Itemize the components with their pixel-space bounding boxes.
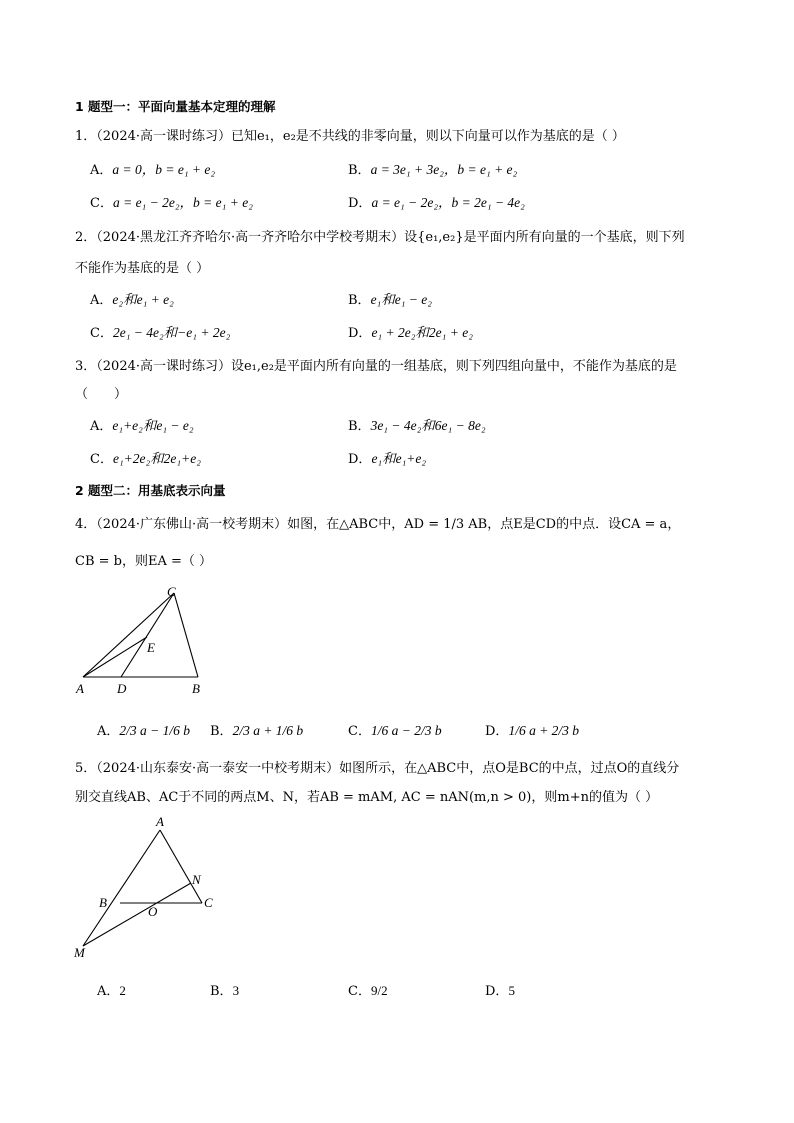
- question-3-option-a[interactable]: [90, 417, 194, 436]
- segment-bc: [174, 593, 198, 677]
- question-4-option-d[interactable]: [485, 722, 579, 741]
- option-label: B．: [210, 984, 233, 999]
- option-label: B．: [348, 293, 371, 308]
- option-text: a = 3e₁ + 3e₂，b = e₁ + e₂: [370, 162, 518, 177]
- option-label: C．: [90, 326, 113, 341]
- question-2-option-a[interactable]: [90, 291, 174, 310]
- label-n: N: [192, 872, 201, 887]
- question-3-option-c[interactable]: [90, 450, 201, 469]
- question-5-option-d[interactable]: [485, 982, 515, 1001]
- label-b: B: [99, 895, 107, 910]
- option-text: a = e₁ − 2e₂，b = e₁ + e₂: [112, 195, 253, 210]
- line-ab-extended: [83, 830, 160, 946]
- triangle-abc-line-mn-figure: [68, 812, 228, 964]
- question-2-option-c[interactable]: [90, 324, 230, 343]
- option-text: a = e₁ − 2e₂，b = 2e₁ − 4e₂: [371, 195, 525, 210]
- option-text: 5: [508, 983, 515, 998]
- section-heading-2: 2 题型二：用基底表示向量: [75, 483, 226, 498]
- question-1-option-a[interactable]: [90, 161, 215, 180]
- question-5-stem-line-2: 别交直线AB、AC于不同的两点M、N，若AB = mAM, AC = nAN(m,n > 0)，则m+n的值为（ ）: [75, 790, 659, 805]
- option-label: B．: [210, 724, 233, 739]
- question-3-stem-line-2: （ ）: [75, 387, 128, 402]
- question-5-option-c[interactable]: [348, 982, 388, 1001]
- option-label: D．: [348, 326, 372, 341]
- option-text: 2e₁ − 4e₂和−e₁ + 2e₂: [112, 325, 231, 340]
- option-label: A．: [90, 163, 113, 178]
- label-d: D: [117, 681, 127, 696]
- label-e: E: [147, 640, 155, 655]
- label-a: A: [156, 814, 164, 829]
- option-label: C．: [348, 724, 371, 739]
- question-4-option-c[interactable]: [348, 722, 442, 741]
- option-text: 9/2: [370, 983, 388, 998]
- question-5-option-b[interactable]: [210, 982, 239, 1001]
- label-c: C: [167, 584, 176, 599]
- line-mn: [83, 883, 191, 946]
- option-label: D．: [485, 724, 509, 739]
- option-text: 1/6 a + 2/3 b: [508, 723, 580, 738]
- label-b: B: [192, 681, 200, 696]
- question-3-option-d[interactable]: [348, 450, 426, 469]
- option-label: D．: [485, 984, 509, 999]
- section-heading-1: 1 题型一：平面向量基本定理的理解: [75, 99, 276, 114]
- option-label: C．: [348, 984, 371, 999]
- option-label: C．: [90, 452, 113, 467]
- option-text: e₁和e₁ − e₂: [370, 292, 432, 307]
- option-text: 3: [232, 983, 240, 998]
- option-text: e₂和e₁ + e₂: [112, 292, 174, 307]
- option-label: D．: [348, 452, 372, 467]
- option-label: D．: [348, 196, 372, 211]
- option-text: 2/3 a + 1/6 b: [232, 723, 304, 738]
- label-a: A: [76, 681, 84, 696]
- option-text: 2: [119, 983, 126, 998]
- segment-ac: [160, 830, 202, 903]
- question-4-option-b[interactable]: [210, 722, 303, 741]
- option-text: e₁和e₁+e₂: [371, 451, 427, 466]
- option-label: B．: [348, 419, 371, 434]
- question-4-option-a[interactable]: [97, 722, 190, 741]
- option-label: A．: [90, 293, 113, 308]
- question-1-stem: 1．（2024·高一课时练习）已知e₁，e₂是不共线的非零向量，则以下向量可以作为基底的是（ ）: [75, 129, 625, 144]
- question-2-option-b[interactable]: [348, 291, 432, 310]
- option-text: 3e₁ − 4e₂和6e₁ − 8e₂: [370, 418, 486, 433]
- question-2-stem-line-2: 不能作为基底的是（ ）: [75, 261, 210, 276]
- question-5-option-a[interactable]: [97, 982, 126, 1001]
- question-4-figure: [70, 583, 220, 698]
- question-4-stem-line-2: CB = b，则EA =（ ）: [75, 554, 213, 569]
- question-3-option-b[interactable]: [348, 417, 486, 436]
- question-1-option-b[interactable]: [348, 161, 517, 180]
- question-2-option-d[interactable]: [348, 324, 473, 343]
- segment-ae: [83, 637, 147, 677]
- option-text: a = 0，b = e₁ + e₂: [112, 162, 216, 177]
- option-text: e₁+2e₂和2e₁+e₂: [112, 451, 201, 466]
- label-c: C: [204, 895, 213, 910]
- option-text: e₁+e₂和e₁ − e₂: [112, 418, 194, 433]
- question-1-option-c[interactable]: [90, 194, 253, 213]
- option-label: A．: [97, 984, 120, 999]
- question-3-stem-line-1: 3．（2024·高一课时练习）设e₁,e₂是平面内所有向量的一组基底，则下列四组向量中，不能作为基底的是: [75, 359, 677, 374]
- option-label: B．: [348, 163, 371, 178]
- question-5-stem-line-1: 5．（2024·山东泰安·高一泰安一中校考期末）如图所示，在△ABC中，点O是BC的中点，过点O的直线分: [75, 761, 680, 776]
- option-text: 1/6 a − 2/3 b: [370, 723, 442, 738]
- option-label: A．: [90, 419, 113, 434]
- label-o: O: [148, 904, 158, 919]
- triangle-abc-figure: [70, 583, 220, 698]
- option-text: 2/3 a − 1/6 b: [119, 723, 191, 738]
- question-2-stem-line-1: 2．（2024·黑龙江齐齐哈尔·高一齐齐哈尔中学校考期末）设{e₁,e₂}是平面内所有向量的一个基底，则下列: [75, 230, 685, 245]
- option-text: e₁ + 2e₂和2e₁ + e₂: [371, 325, 473, 340]
- question-5-figure: [68, 812, 228, 964]
- option-label: A．: [97, 724, 120, 739]
- question-4-stem-line-1: 4．（2024·广东佛山·高一校考期末）如图，在△ABC中，AD = 1/3 AB，点E是CD的中点．设CA = a，: [75, 517, 681, 532]
- option-label: C．: [90, 196, 113, 211]
- question-1-option-d[interactable]: [348, 194, 525, 213]
- label-m: M: [74, 945, 85, 960]
